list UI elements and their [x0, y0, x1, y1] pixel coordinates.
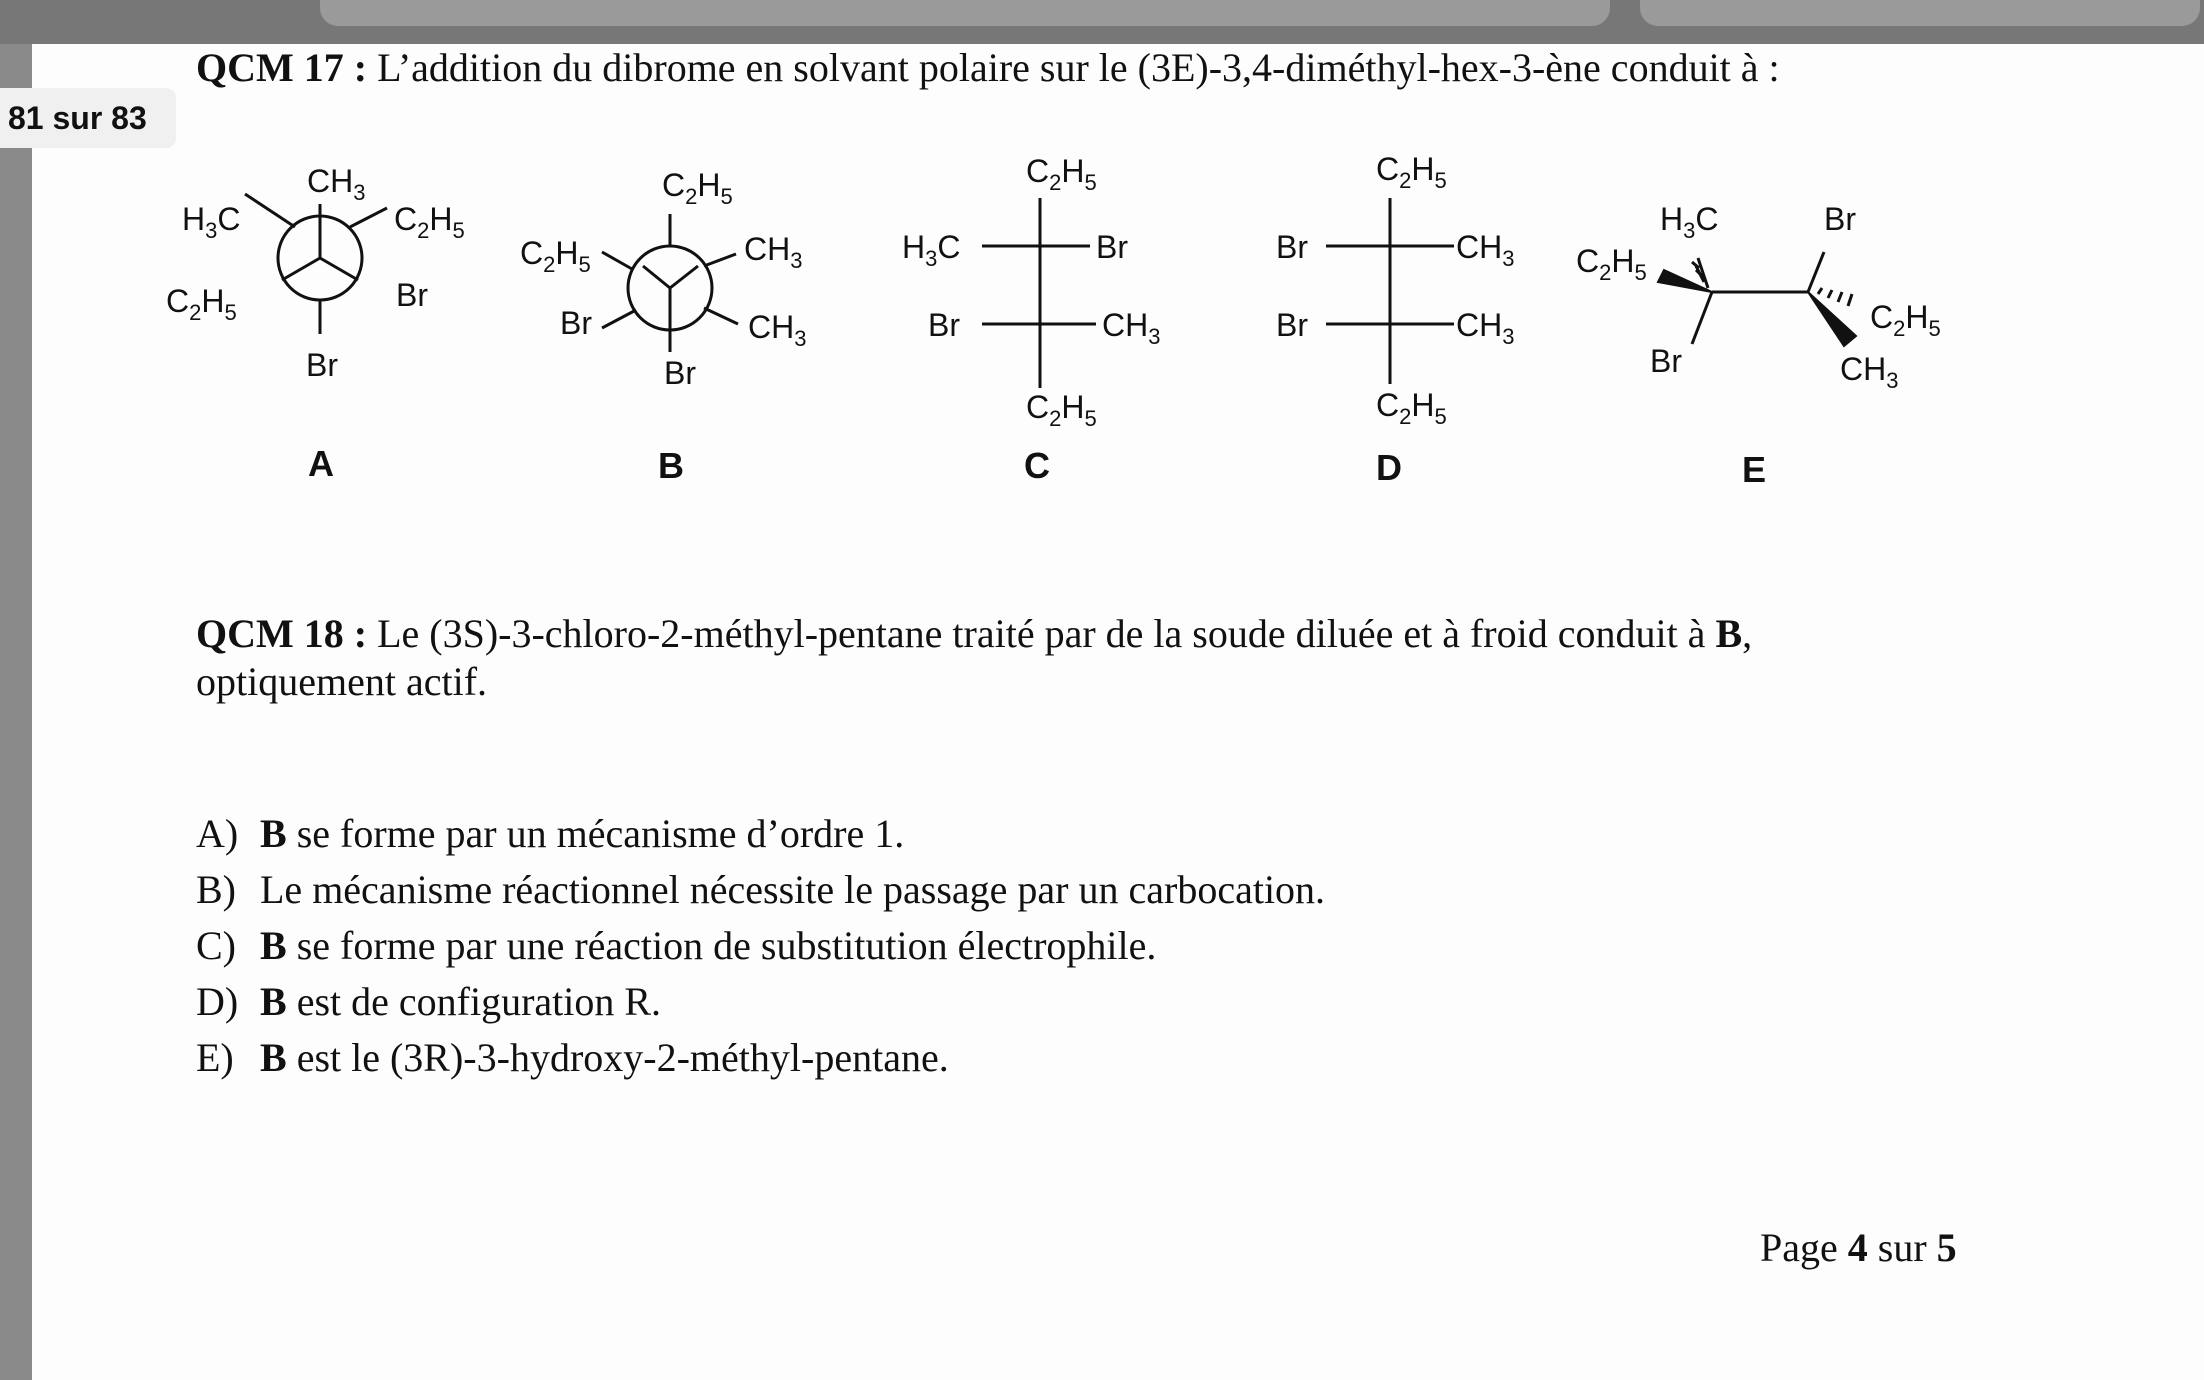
pdf-page [32, 44, 2204, 1380]
b-top: $C_2H_5$ [662, 167, 733, 209]
option-letter: C) [196, 923, 236, 968]
qcm17-structures [32, 44, 2204, 544]
structure-a [166, 163, 465, 484]
option-bold: B [260, 811, 287, 856]
qcm18-label: QCM 18 : [196, 611, 368, 656]
option-bold: B [260, 923, 287, 968]
b-lower-left: Br [560, 305, 592, 341]
structure-c [902, 153, 1160, 486]
a-bottom: Br [306, 347, 338, 383]
b-upper-left: $C_2H_5$ [520, 235, 591, 277]
a-lower-right: Br [396, 277, 428, 313]
qcm18-compound: B [1715, 611, 1743, 656]
page-footer [1760, 1224, 1957, 1271]
d-top: $C_2H_5$ [1376, 151, 1447, 193]
a-top: $CH_3$ [307, 163, 366, 205]
page-counter-badge: 81 sur 83 [0, 88, 176, 148]
e-right-up: Br [1824, 201, 1856, 237]
qcm18-question: Le (3S)-3-chloro-2-méthyl-pentane traité par de la soude diluée et à froid conduit à [377, 611, 1706, 656]
e-label: E [1742, 449, 1767, 490]
footer-sur: sur [1877, 1225, 1927, 1270]
b-label: B [658, 445, 684, 486]
option-letter: A) [196, 811, 239, 856]
c-label: C [1024, 445, 1050, 486]
option-d[interactable] [196, 974, 1325, 1030]
browser-tab[interactable] [320, 0, 1610, 26]
option-a[interactable] [196, 806, 1325, 862]
option-c[interactable] [196, 918, 1325, 974]
d-label: D [1376, 447, 1402, 488]
option-e[interactable] [196, 1030, 1325, 1086]
option-text: se forme par une réaction de substitution électrophile. [296, 923, 1157, 968]
c-top: $C_2H_5$ [1026, 153, 1097, 195]
option-letter: E) [196, 1035, 234, 1080]
option-b[interactable] [196, 862, 1325, 918]
option-bold: B [260, 979, 287, 1024]
footer-page-num: 4 [1847, 1225, 1868, 1270]
qcm18-heading: QCM 18 : Le (3S)-3-chloro-2-méthyl-pentane traité par de la soude diluée et à froid conduit à B, [196, 611, 1753, 656]
e-right-mid: $C_2H_5$ [1870, 299, 1941, 341]
option-text: se forme par un mécanisme d’ordre 1. [296, 811, 905, 856]
e-left-mid: $C_2H_5$ [1576, 243, 1647, 285]
qcm18-options [196, 806, 1325, 1086]
c-bottom: $C_2H_5$ [1026, 389, 1097, 431]
b-bottom: Br [664, 355, 696, 391]
b-lower-right: $CH_3$ [748, 309, 807, 351]
c-r2-left: Br [928, 307, 960, 343]
qcm17-label: QCM 17 : [196, 45, 368, 90]
browser-top-bar [0, 0, 2204, 44]
e-right-down: $CH_3$ [1840, 351, 1899, 393]
qcm17-question: L’addition du dibrome en solvant polaire sur le (3E)-3,4-diméthyl-hex-3-ène conduit à : [377, 45, 1780, 90]
b-upper-right: $CH_3$ [744, 231, 803, 273]
e-left-up: $H_3C$ [1660, 201, 1719, 243]
c-r1-right: Br [1096, 229, 1128, 265]
structure-b [520, 167, 806, 486]
option-letter: D) [196, 979, 239, 1024]
a-upper-left: $H_3C$ [182, 201, 241, 243]
option-bold: B [260, 1035, 287, 1080]
structure-e [1576, 201, 1941, 490]
browser-tab[interactable] [1640, 0, 2200, 26]
d-bottom: $C_2H_5$ [1376, 387, 1447, 429]
e-left-down: Br [1650, 343, 1682, 379]
d-r1-left: Br [1276, 229, 1308, 265]
a-label: A [308, 443, 334, 484]
c-r1-left: $H_3C$ [902, 229, 961, 271]
qcm18-question-cont: optiquement actif. [196, 659, 488, 704]
d-r2-left: Br [1276, 307, 1308, 343]
option-text: est de configuration R. [296, 979, 662, 1024]
option-text: est le (3R)-3-hydroxy-2-méthyl-pentane. [296, 1035, 949, 1080]
footer-page-word: Page [1760, 1225, 1838, 1270]
d-r2-right: $CH_3$ [1456, 307, 1515, 349]
option-letter: B) [196, 867, 236, 912]
c-r2-right: $CH_3$ [1102, 307, 1161, 349]
a-lower-left: $C_2H_5$ [166, 283, 237, 325]
option-text: Le mécanisme réactionnel nécessite le passage par un carbocation. [260, 867, 1326, 912]
a-upper-right: $C_2H_5$ [394, 201, 465, 243]
d-r1-right: $CH_3$ [1456, 229, 1515, 271]
footer-total: 5 [1936, 1225, 1957, 1270]
structure-d [1276, 151, 1514, 488]
